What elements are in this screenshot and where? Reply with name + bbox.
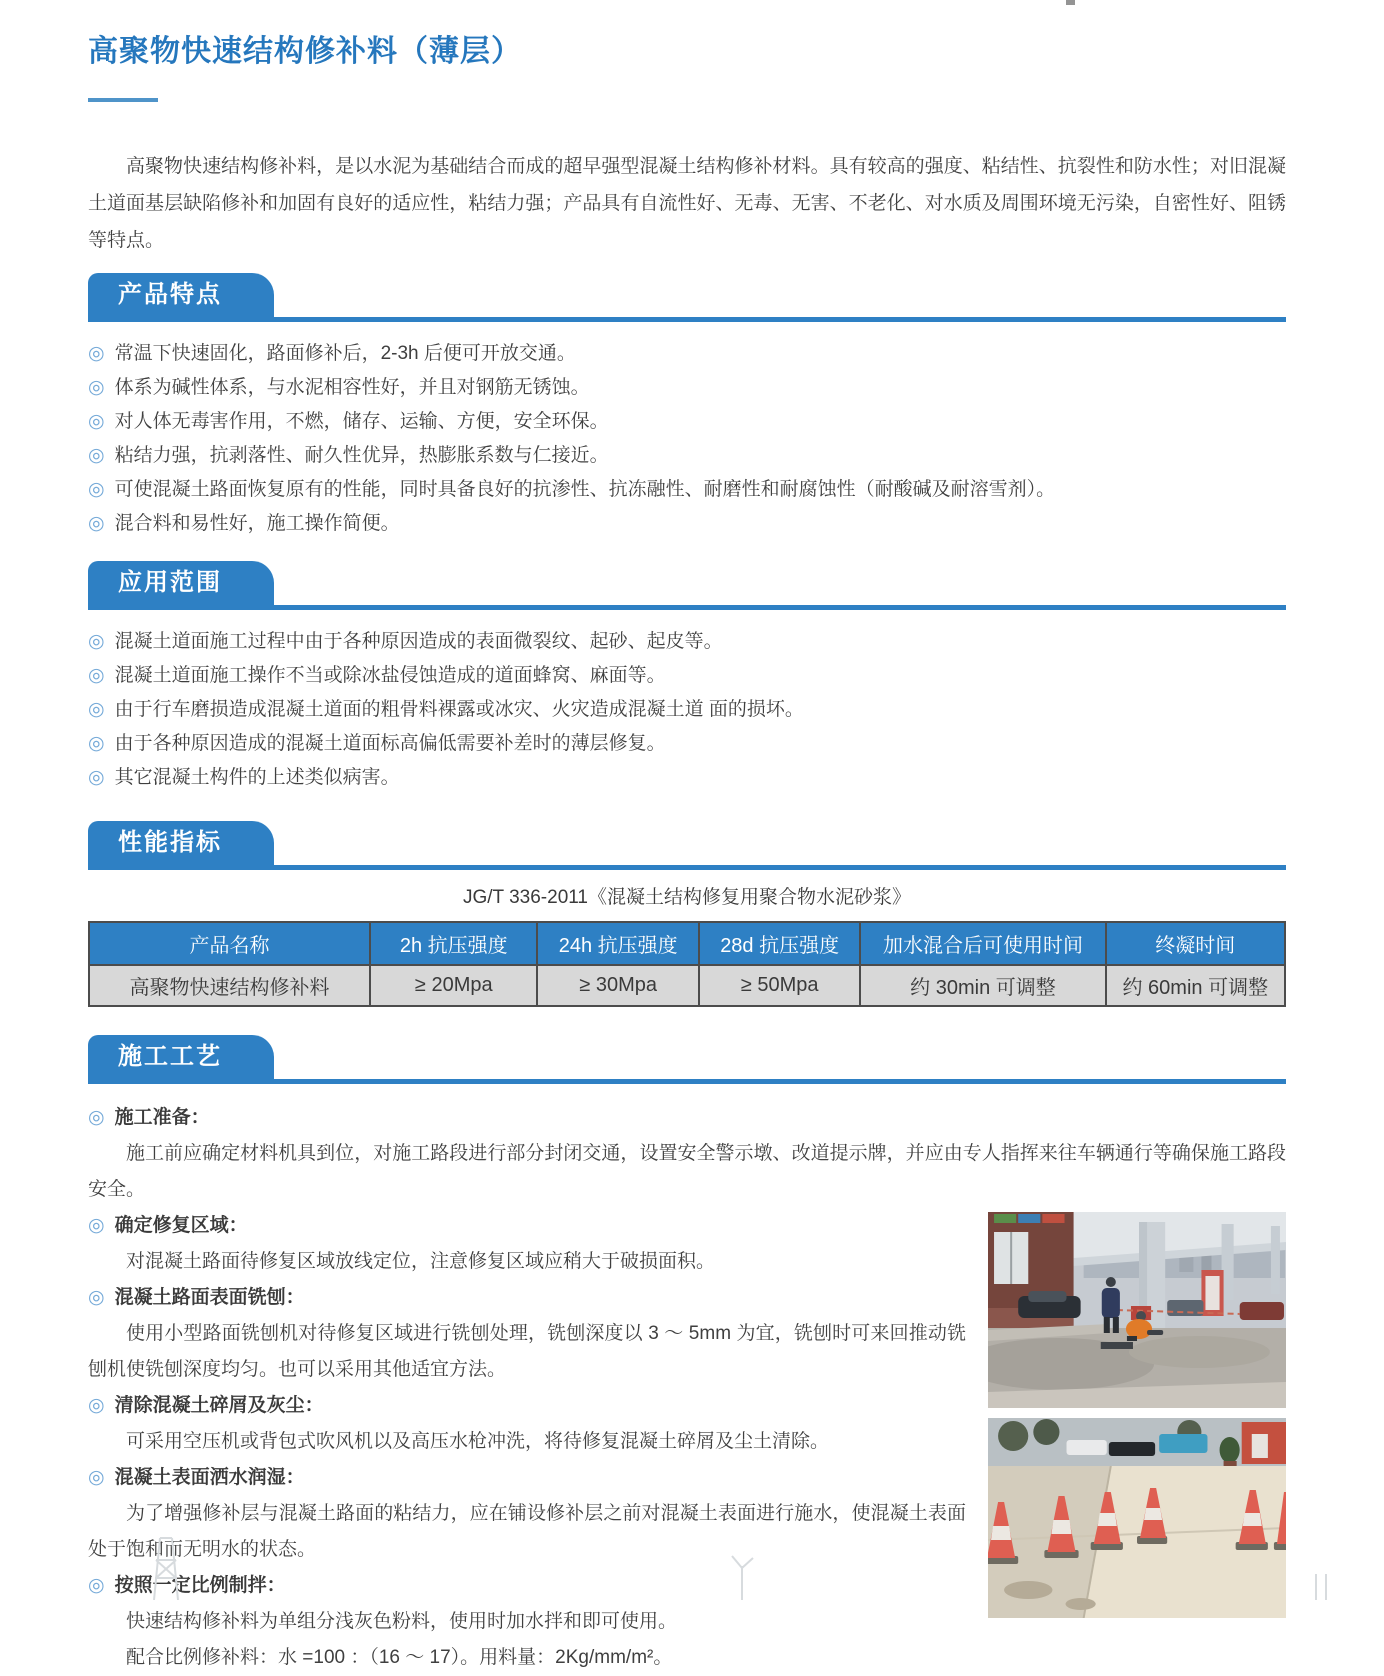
- intro-paragraph: 高聚物快速结构修补料，是以水泥为基础结合而成的超早强型混凝土结构修补材料。具有较高的强度、粘结性、抗裂性和防水性；对旧混凝土道面基层缺陷修补和加固有良好的适应性，粘结力强；产品具有自流性好、无毒、无害、不老化、对水质及周围环境无污染，自密性好、阻锈等特点。: [88, 156, 1286, 251]
- list-item: [88, 473, 1286, 507]
- step-body: 为了增强修补层与混凝土路面的粘结力，应在铺设修补层之前对混凝土表面进行施水，使混凝土表面处于饱和而无明水的状态。: [88, 1503, 966, 1560]
- bullet-icon: ◎: [88, 445, 105, 466]
- features-list: [88, 337, 1286, 541]
- list-item-text: 可使混凝土路面恢复原有的性能，同时具备良好的抗渗性、抗冻融性、耐磨性和耐腐蚀性（耐酸碱及耐溶雪剂）。: [114, 479, 1056, 500]
- step-body: 配合比例修补料：水 =100 ：（16 ～ 17）。用料量：2Kg/mm/m²。: [126, 1647, 673, 1668]
- section-tab-applications: 应用范围: [88, 561, 274, 605]
- step-title-text: 施工准备：: [114, 1107, 210, 1128]
- pavement-repair-photo: [988, 1212, 1286, 1408]
- section-header-process: [88, 1035, 1286, 1084]
- list-item-text: 常温下快速固化，路面修补后，2-3h 后便可开放交通。: [114, 343, 576, 364]
- applications-list: [88, 625, 1286, 795]
- step-body: 可采用空压机或背包式吹风机以及高压水枪冲洗，将待修复混凝土碎屑及尘土清除。: [126, 1431, 830, 1452]
- title-underline-dash: [88, 98, 158, 102]
- bullet-icon: ◎: [88, 479, 105, 500]
- list-item: [88, 693, 1286, 727]
- section-header-features: [88, 273, 1286, 322]
- section-header-performance: [88, 821, 1286, 870]
- list-item-text: 其它混凝土构件的上述类似病害。: [114, 767, 400, 788]
- table-cell: ≥ 20Mpa: [370, 965, 537, 1006]
- list-item: [88, 405, 1286, 439]
- bullet-icon: ◎: [88, 699, 105, 720]
- table-header-row: [89, 922, 1285, 965]
- list-item: [88, 337, 1286, 371]
- table-header-cell: 2h 抗压强度: [370, 922, 537, 965]
- bullet-icon: ◎: [88, 513, 105, 534]
- section-header-applications: [88, 561, 1286, 610]
- list-item-text: 混凝土道面施工操作不当或除冰盐侵蚀造成的道面蜂窝、麻面等。: [114, 665, 666, 686]
- process-step: [88, 1100, 1286, 1208]
- bullet-icon: ◎: [88, 1467, 105, 1488]
- photo-column: [988, 1212, 1286, 1618]
- table-header-cell: 28d 抗压强度: [699, 922, 860, 965]
- section-tab-features: 产品特点: [88, 273, 274, 317]
- table-cell: 约 30min 可调整: [860, 965, 1105, 1006]
- table-header-cell: 终凝时间: [1106, 922, 1285, 965]
- bullet-icon: ◎: [88, 767, 105, 788]
- table-header-cell: 产品名称: [89, 922, 370, 965]
- list-item: [88, 439, 1286, 473]
- table-header-cell: 24h 抗压强度: [537, 922, 698, 965]
- bullet-icon: ◎: [88, 733, 105, 754]
- list-item-text: 对人体无毒害作用，不燃，储存、运输、方便，安全环保。: [114, 411, 609, 432]
- list-item-text: 粘结力强，抗剥落性、耐久性优异，热膨胀系数与仁接近。: [114, 445, 609, 466]
- list-item: [88, 507, 1286, 541]
- coned-repair-area-photo: [988, 1418, 1286, 1618]
- list-item: [88, 727, 1286, 761]
- step-body: 对混凝土路面待修复区域放线定位，注意修复区域应稍大于破损面积。: [126, 1251, 716, 1272]
- step-title-text: 清除混凝土碎屑及灰尘：: [114, 1395, 324, 1416]
- bullet-icon: ◎: [88, 1215, 105, 1236]
- table-cell: ≥ 30Mpa: [537, 965, 698, 1006]
- bullet-icon: ◎: [88, 1395, 105, 1416]
- performance-table: [88, 921, 1286, 1007]
- list-item: [88, 659, 1286, 693]
- table-header-cell: 加水混合后可使用时间: [860, 922, 1105, 965]
- step-title-text: 混凝土表面洒水润湿：: [114, 1467, 305, 1488]
- bullet-icon: ◎: [88, 665, 105, 686]
- document-page: [88, 0, 1286, 1676]
- step-title-text: 确定修复区域：: [114, 1215, 248, 1236]
- bullet-icon: ◎: [88, 377, 105, 398]
- step-title: [88, 1100, 1286, 1136]
- step-body: 使用小型路面铣刨机对待修复区域进行铣刨处理，铣刨深度以 3 ～ 5mm 为宜，铣刨时可来回推动铣刨机使铣刨深度均匀。也可以采用其他适宜方法。: [88, 1323, 966, 1380]
- bullet-icon: ◎: [88, 631, 105, 652]
- list-item-text: 体系为碱性体系，与水泥相容性好，并且对钢筋无锈蚀。: [114, 377, 590, 398]
- list-item-text: 混凝土道面施工过程中由于各种原因造成的表面微裂纹、起砂、起皮等。: [114, 631, 723, 652]
- table-cell: 约 60min 可调整: [1106, 965, 1285, 1006]
- list-item: [88, 625, 1286, 659]
- bullet-icon: ◎: [88, 1575, 105, 1596]
- list-item: [88, 761, 1286, 795]
- step-body: 快速结构修补料为单组分浅灰色粉料，使用时加水拌和即可使用。: [126, 1611, 678, 1632]
- list-item: [88, 371, 1286, 405]
- step-title-text: 混凝土路面表面铣刨：: [114, 1287, 305, 1308]
- process-steps: [88, 1100, 1286, 1676]
- table-row: [89, 965, 1285, 1006]
- step-title-text: 按照一定比例制拌：: [114, 1575, 286, 1596]
- table-cell: ≥ 50Mpa: [699, 965, 860, 1006]
- bullet-icon: ◎: [88, 343, 105, 364]
- bullet-icon: ◎: [88, 1107, 105, 1128]
- list-item-text: 由于行车磨损造成混凝土道面的粗骨料裸露或冰灾、火灾造成混凝土道 面的损坏。: [114, 699, 804, 720]
- list-item-text: 混合料和易性好，施工操作简便。: [114, 513, 400, 534]
- step-body: 施工前应确定材料机具到位，对施工路段进行部分封闭交通，设置安全警示墩、改道提示牌，并应由专人指挥来往车辆通行等确保施工路段安全。: [88, 1143, 1286, 1200]
- table-cell: 高聚物快速结构修补料: [89, 965, 370, 1006]
- page-title: 高聚物快速结构修补料（薄层）: [88, 35, 522, 68]
- section-tab-performance: 性能指标: [88, 821, 274, 865]
- bullet-icon: ◎: [88, 1287, 105, 1308]
- bullet-icon: ◎: [88, 411, 105, 432]
- list-item-text: 由于各种原因造成的混凝土道面标高偏低需要补差时的薄层修复。: [114, 733, 666, 754]
- standard-reference: JG/T 336-2011《混凝土结构修复用聚合物水泥砂浆》: [463, 887, 911, 908]
- section-tab-process: 施工工艺: [88, 1035, 274, 1079]
